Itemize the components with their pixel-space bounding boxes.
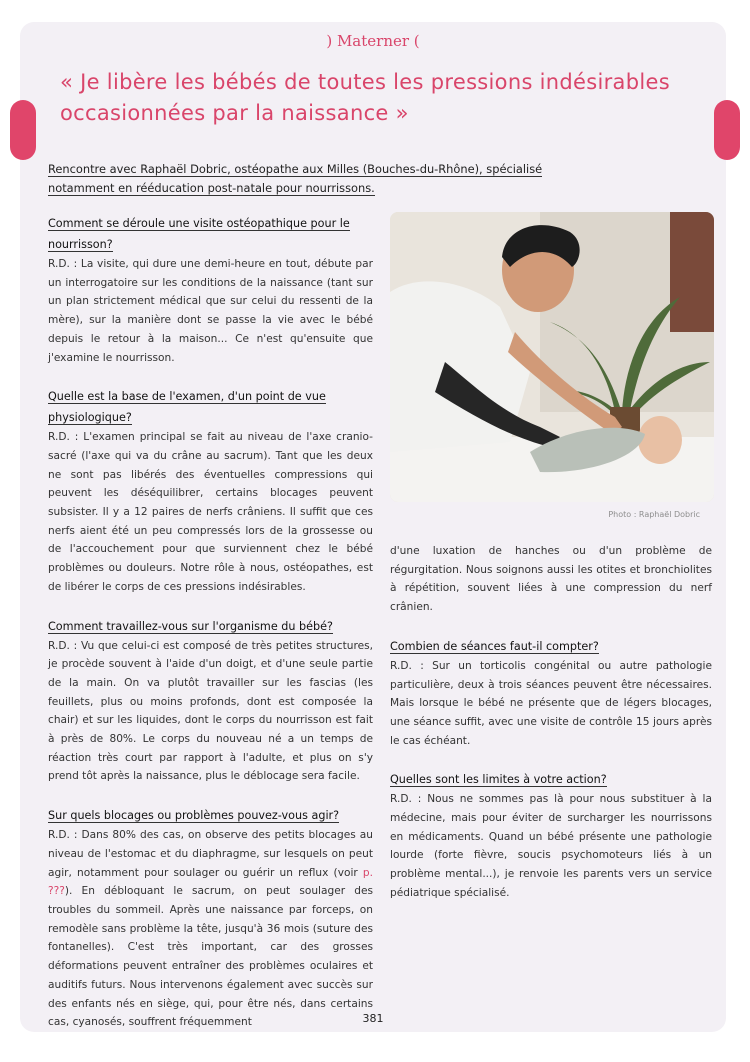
article-intro: Rencontre avec Raphaël Dobric, ostéopathe aux Milles (Bouches-du-Rhône), spécialisé notamment en rééducation post-natale pour nourrissons. (48, 162, 543, 195)
qa-section (390, 635, 712, 751)
answer-text: R.D. : La visite, qui dure une demi-heure en tout, débute par un interrogatoire sur les conditions de la naissance (tant sur un plan strictement médical que sur celui du ressenti de la mère), sur la manière dont se passe la vie avec le bébé depuis le retour à la maison... Ce n'est qu'ensuite que j'examine le nourrisson. (48, 258, 373, 364)
qa-section (48, 212, 373, 367)
qa-section (390, 768, 712, 902)
question-heading: Sur quels blocages ou problèmes pouvez-vous agir? (48, 809, 340, 823)
magazine-page (20, 22, 726, 1032)
article-photo (390, 212, 714, 502)
photo-credit: Photo : Raphaël Dobric (608, 510, 700, 519)
osteopath-infant-photo (390, 212, 714, 502)
question-heading: Quelle est la base de l'examen, d'un point de vue physiologique? (48, 390, 326, 425)
answer-text: R.D. : Sur un torticolis congénital ou autre pathologie particulière, deux à trois séances peuvent être nécessaires. Mais lorsque le bébé ne présente que de légers blocages, une séance suffit, avec une visite de contrôle 15 jours après le cas échéant. (390, 659, 712, 747)
left-page-tab (10, 100, 36, 160)
right-page-tab (714, 100, 740, 160)
qa-section (48, 804, 373, 1032)
page-number: 381 (362, 1012, 384, 1025)
qa-section (48, 385, 373, 596)
answer-text: R.D. : Nous ne sommes pas là pour nous substituer à la médecine, mais pour éviter de surcharger les nourrissons en médicaments. Quand un bébé présente une pathologie lourde (forte fièvre, soucis psychomoteurs liés à un problème mental...), je renvoie les parents vers un service pédiatrique spécialisé. (390, 793, 712, 899)
section-rubric: ) Materner ( (326, 32, 420, 50)
answer-text: R.D. : L'examen principal se fait au niveau de l'axe cranio-sacré (l'axe qui va du crâne au sacrum). Tant que les deux ne sont pas libérés des éventuelles compressions qui peuvent les déséquilibrer, certains blocages peuvent subsister. Il y a 12 paires de nerfs crâniens. Il suffit que ces nerfs aient été un peu compressés lors de la grossesse ou de l'accouchement pour que surviennent chez le bébé problèmes ou douleurs. Notre rôle à nous, ostéopathes, est de libérer le corps de ces pressions indésirables. (48, 431, 373, 593)
article-title: « Je libère les bébés de toutes les pressions indésirables occasionnées par la naissance » (60, 70, 670, 125)
answer-continuation-text: d'une luxation de hanches ou d'un problème de régurgitation. Nous soignons aussi les otites et bronchiolites à répétition, souvent liées à une compression du nerf crânien. (390, 545, 712, 614)
answer-text: R.D. : Dans 80% des cas, on observe des petits blocages au niveau de l'estomac et du diaphragme, sur lesquels on peut agir, notamment pour soulager ou guérir un reflux (voir p. ???). En débloquant le sacrum, on peut soulager des troubles du sommeil. Après une naissance par forceps, on remodèle sans problème la tête, jusqu'à 36 mois (suture des fontanelles). C'est très important, car des grosses déformations peuvent entraîner des problèmes oculaires et auditifs futurs. Nous intervenons également avec succès sur des enfants nés en siège, qui, pour être nés, dans certains cas, cyanosés, souffrent fréquemment (48, 829, 373, 1029)
question-heading: Quelles sont les limites à votre action? (390, 773, 607, 787)
answer-text: R.D. : Vu que celui-ci est composé de très petites structures, je procède souvent à l'aide d'un doigt, et d'une seule partie de la main. On va plutôt travailler sur les fascias (les feuillets, plus ou moins profonds, dont est composée la chair) et sur les liquides, dont le corps du nourrisson est fait à près de 80%. Le corps du nouveau né a un temps de réaction très court par rapport à l'adulte, et plus on s'y prend tôt après la naissance, plus le déblocage sera facile. (48, 639, 373, 783)
right-column (390, 542, 712, 921)
question-heading: Combien de séances faut-il compter? (390, 639, 599, 653)
page-reference-link[interactable]: p. ??? (48, 866, 373, 898)
question-heading: Comment se déroule une visite ostéopathique pour le nourrisson? (48, 217, 350, 251)
question-heading: Comment travaillez-vous sur l'organisme du bébé? (48, 619, 333, 633)
qa-continuation (390, 542, 712, 617)
qa-section (48, 615, 373, 787)
left-column (48, 212, 373, 1050)
